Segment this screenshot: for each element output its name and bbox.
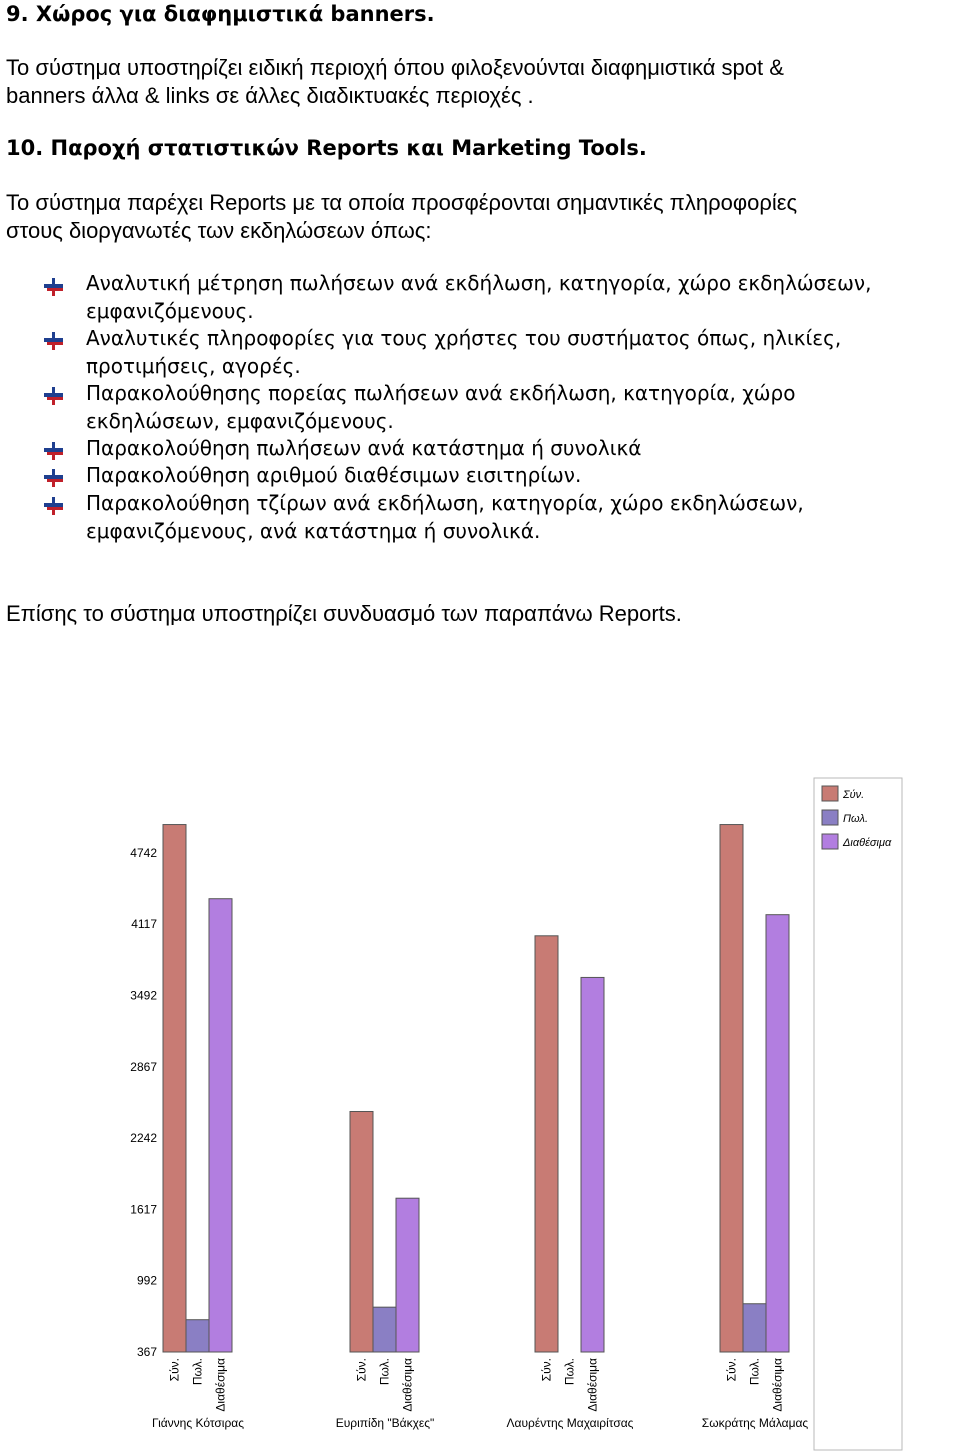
y-tick-label: 4117 (131, 917, 157, 932)
section-10-heading: 10. Παροχή στατιστικών Reports και Marketing Tools. (6, 136, 647, 160)
bar-total (350, 1111, 373, 1352)
series-tick-label: Σύν. (539, 1358, 554, 1382)
bar-total (163, 825, 186, 1352)
y-tick-label: 992 (136, 1273, 157, 1288)
bullet-icon (44, 332, 64, 350)
bullet-item-text: Παρακολούθηση πωλήσεων ανά κατάστημα ή συνολικά (86, 436, 642, 460)
section-9-para-line-2: banners άλλα & links σε άλλες διαδικτυακές περιοχές . (6, 83, 534, 108)
y-tick-label: 2242 (130, 1131, 157, 1146)
category-label: Σωκράτης Μάλαμας (701, 1416, 809, 1430)
series-tick-label: Σύν. (724, 1358, 739, 1382)
y-tick-label: 3492 (130, 988, 157, 1003)
bullet-icon (44, 442, 64, 460)
series-tick-label: Διαθέσιμα (585, 1358, 600, 1412)
bar-total (720, 825, 743, 1352)
bullet-item-text: Αναλυτικές πληροφορίες για τους χρήστες του συστήματος όπως, ηλικίες, προτιμήσεις, αγορές. (86, 326, 842, 378)
bullet-item-text: Παρακολούθηση τζίρων ανά εκδήλωση, κατηγορία, χώρο εκδηλώσεων, εμφανιζόμενους, ανά κατάστημα ή συνολικά. (86, 491, 804, 543)
bar-total (535, 936, 558, 1352)
closing-paragraph: Επίσης το σύστημα υποστηρίζει συνδυασμό των παραπάνω Reports. (6, 601, 682, 626)
bar-sold (373, 1307, 396, 1352)
bullet-item-text: Αναλυτική μέτρηση πωλήσεων ανά εκδήλωση, κατηγορία, χώρο εκδηλώσεων, εμφανιζόμενους. (86, 271, 872, 323)
y-tick-label: 1617 (130, 1202, 157, 1217)
x-axis-labels (152, 1358, 808, 1430)
legend-swatch (822, 810, 838, 825)
series-tick-label: Διαθέσιμα (400, 1358, 415, 1412)
section-10-para-line-2: στους διοργανωτές των εκδηλώσεων όπως: (6, 218, 432, 243)
series-tick-label: Σύν. (167, 1358, 182, 1382)
y-tick-label: 367 (136, 1345, 157, 1359)
bars-group (163, 825, 789, 1352)
series-tick-label: Διαθέσιμα (213, 1358, 228, 1412)
bullet-item-text: Παρακολούθηση αριθμού διαθέσιμων εισιτηρίων. (86, 463, 582, 487)
y-tick-label: 4742 (130, 845, 157, 860)
series-tick-label: Σύν. (354, 1358, 369, 1382)
bullet-item-text: Παρακολούθησης πορείας πωλήσεων ανά εκδήλωση, κατηγορία, χώρο εκδηλώσεων, εμφανιζόμενους. (86, 381, 796, 433)
bullet-icon (44, 497, 64, 515)
series-tick-label: Πωλ. (377, 1358, 392, 1386)
bullet-icon (44, 387, 64, 405)
bullet-icon (44, 469, 64, 487)
section-10-para-line-1: Το σύστημα παρέχει Reports με τα οποία προσφέρονται σημαντικές πληροφορίες (6, 190, 798, 215)
bar-chart (0, 770, 960, 1453)
series-tick-label: Διαθέσιμα (770, 1358, 785, 1412)
y-tick-label: 2867 (130, 1059, 157, 1074)
legend-label: Σύν. (843, 789, 865, 801)
legend-swatch (822, 786, 838, 801)
series-tick-label: Πωλ. (562, 1358, 577, 1386)
legend-label: Πωλ. (843, 813, 869, 825)
legend-box (814, 778, 902, 1450)
legend-swatch (822, 834, 838, 849)
series-tick-label: Πωλ. (190, 1358, 205, 1386)
category-label: Γιάννης Κότσιρας (151, 1416, 245, 1430)
bar-sold (186, 1320, 209, 1352)
series-tick-label: Πωλ. (747, 1358, 762, 1386)
bar-available (766, 915, 789, 1352)
section-9-heading: 9. Χώρος για διαφημιστικά banners. (6, 2, 435, 26)
bar-available (396, 1198, 419, 1352)
legend-label: Διαθέσιμα (843, 837, 892, 849)
category-label: Ευριπίδη "Βάκχες" (335, 1416, 435, 1430)
bar-sold (743, 1304, 766, 1352)
y-axis-ticks (130, 846, 157, 1359)
section-9-para-line-1: Το σύστημα υποστηρίζει ειδική περιοχή όπου φιλοξενούνται διαφημιστικά spot & (6, 55, 784, 80)
bar-available (209, 899, 232, 1352)
bullet-icon (44, 278, 64, 296)
bar-available (581, 977, 604, 1352)
category-label: Λαυρέντης Μαχαιρίτσας (506, 1416, 634, 1430)
